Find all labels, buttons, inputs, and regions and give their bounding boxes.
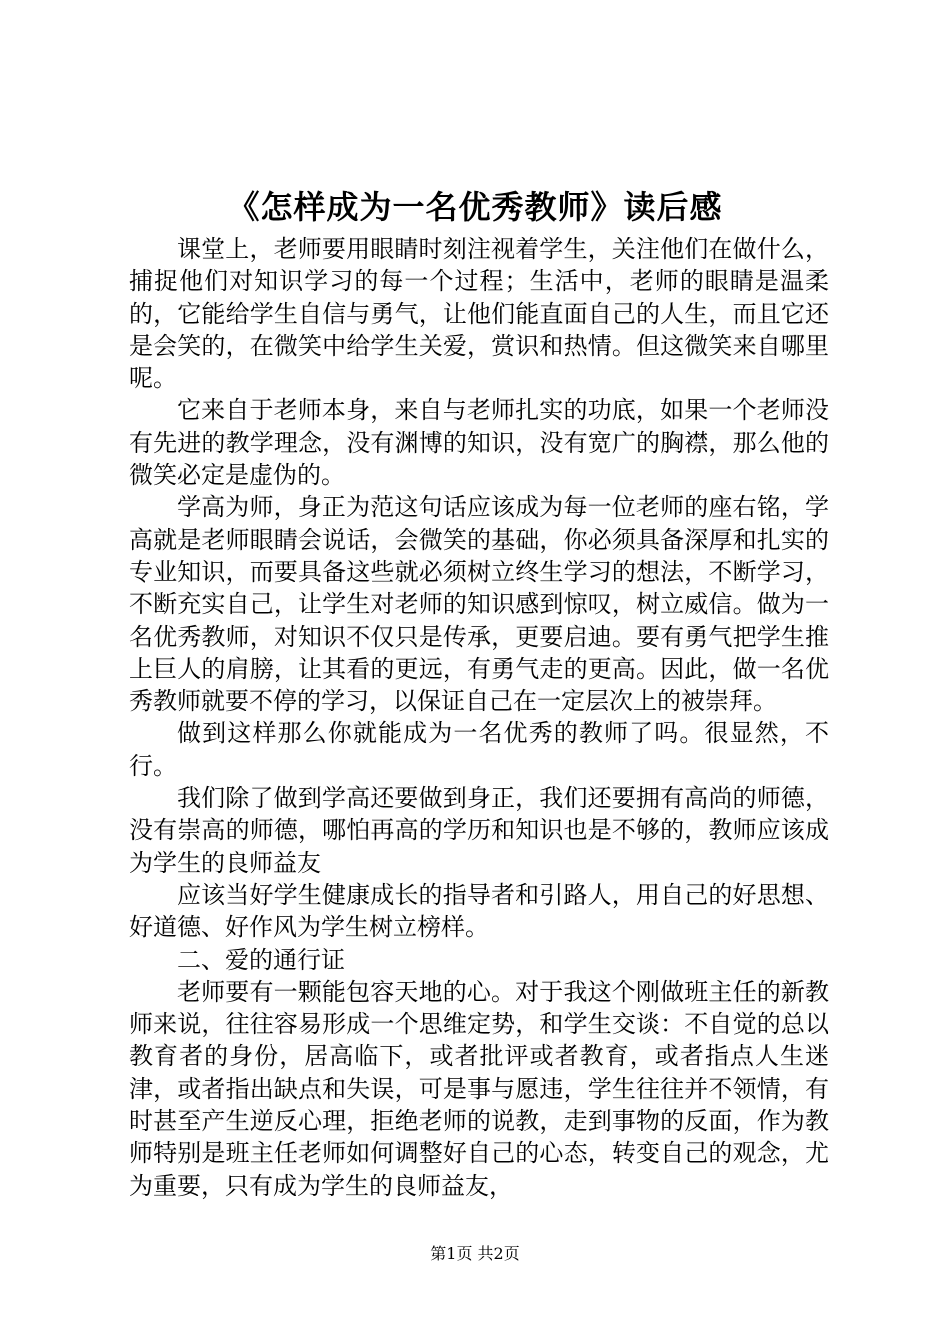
paragraph: 应该当好学生健康成长的指导者和引路人，用自己的好思想、好道德、好作风为学生树立榜样。 bbox=[129, 880, 829, 942]
paragraph: 学高为师，身正为范这句话应该成为每一位老师的座右铭，学高就是老师眼睛会说话，会微笑的基础，你必须具备深厚和扎实的专业知识，而要具备这些就必须树立终生学习的想法，不断学习，不断充实自己，让学生对老师的知识感到惊叹，树立威信。做为一名优秀教师，对知识不仅只是传承，更要启迪。要有勇气把学生推上巨人的肩膀，让其看的更远，有勇气走的更高。因此，做一名优秀教师就要不停的学习，以保证自己在一定层次上的被崇拜。 bbox=[129, 493, 829, 716]
paragraph: 做到这样那么你就能成为一名优秀的教师了吗。很显然，不行。 bbox=[129, 719, 829, 780]
paragraph: 课堂上，老师要用眼睛时刻注视着学生，关注他们在做什么，捕捉他们对知识学习的每一个过程；生活中，老师的眼睛是温柔的，它能给学生自信与勇气，让他们能直面自己的人生，而且它还是会笑的，在微笑中给学生关爱，赏识和热情。但这微笑来自哪里呢。 bbox=[129, 235, 829, 393]
paragraph: 它来自于老师本身，来自与老师扎实的功底，如果一个老师没有先进的教学理念，没有渊博的知识，没有宽广的胸襟，那么他的微笑必定是虚伪的。 bbox=[129, 396, 829, 490]
document-body bbox=[129, 233, 829, 1202]
document-title: 《怎样成为一名优秀教师》读后感 bbox=[227, 188, 723, 226]
section-heading: 二、爱的通行证 bbox=[177, 945, 345, 974]
page-footer: 第1页 共2页 bbox=[430, 1244, 520, 1263]
paragraph: 老师要有一颗能包容天地的心。对于我这个刚做班主任的新教师来说，往往容易形成一个思维定势，和学生交谈：不自觉的总以教育者的身份，居高临下，或者批评或者教育，或者指点人生迷津，或者指出缺点和失误，可是事与愿违，学生往往并不领情，有时甚至产生逆反心理，拒绝老师的说教，走到事物的反面，作为教师特别是班主任老师如何调整好自己的心态，转变自己的观念，尤为重要，只有成为学生的良师益友， bbox=[129, 977, 829, 1200]
paragraph: 我们除了做到学高还要做到身正，我们还要拥有高尚的师德，没有崇高的师德，哪怕再高的学历和知识也是不够的，教师应该成为学生的良师益友 bbox=[129, 784, 829, 877]
